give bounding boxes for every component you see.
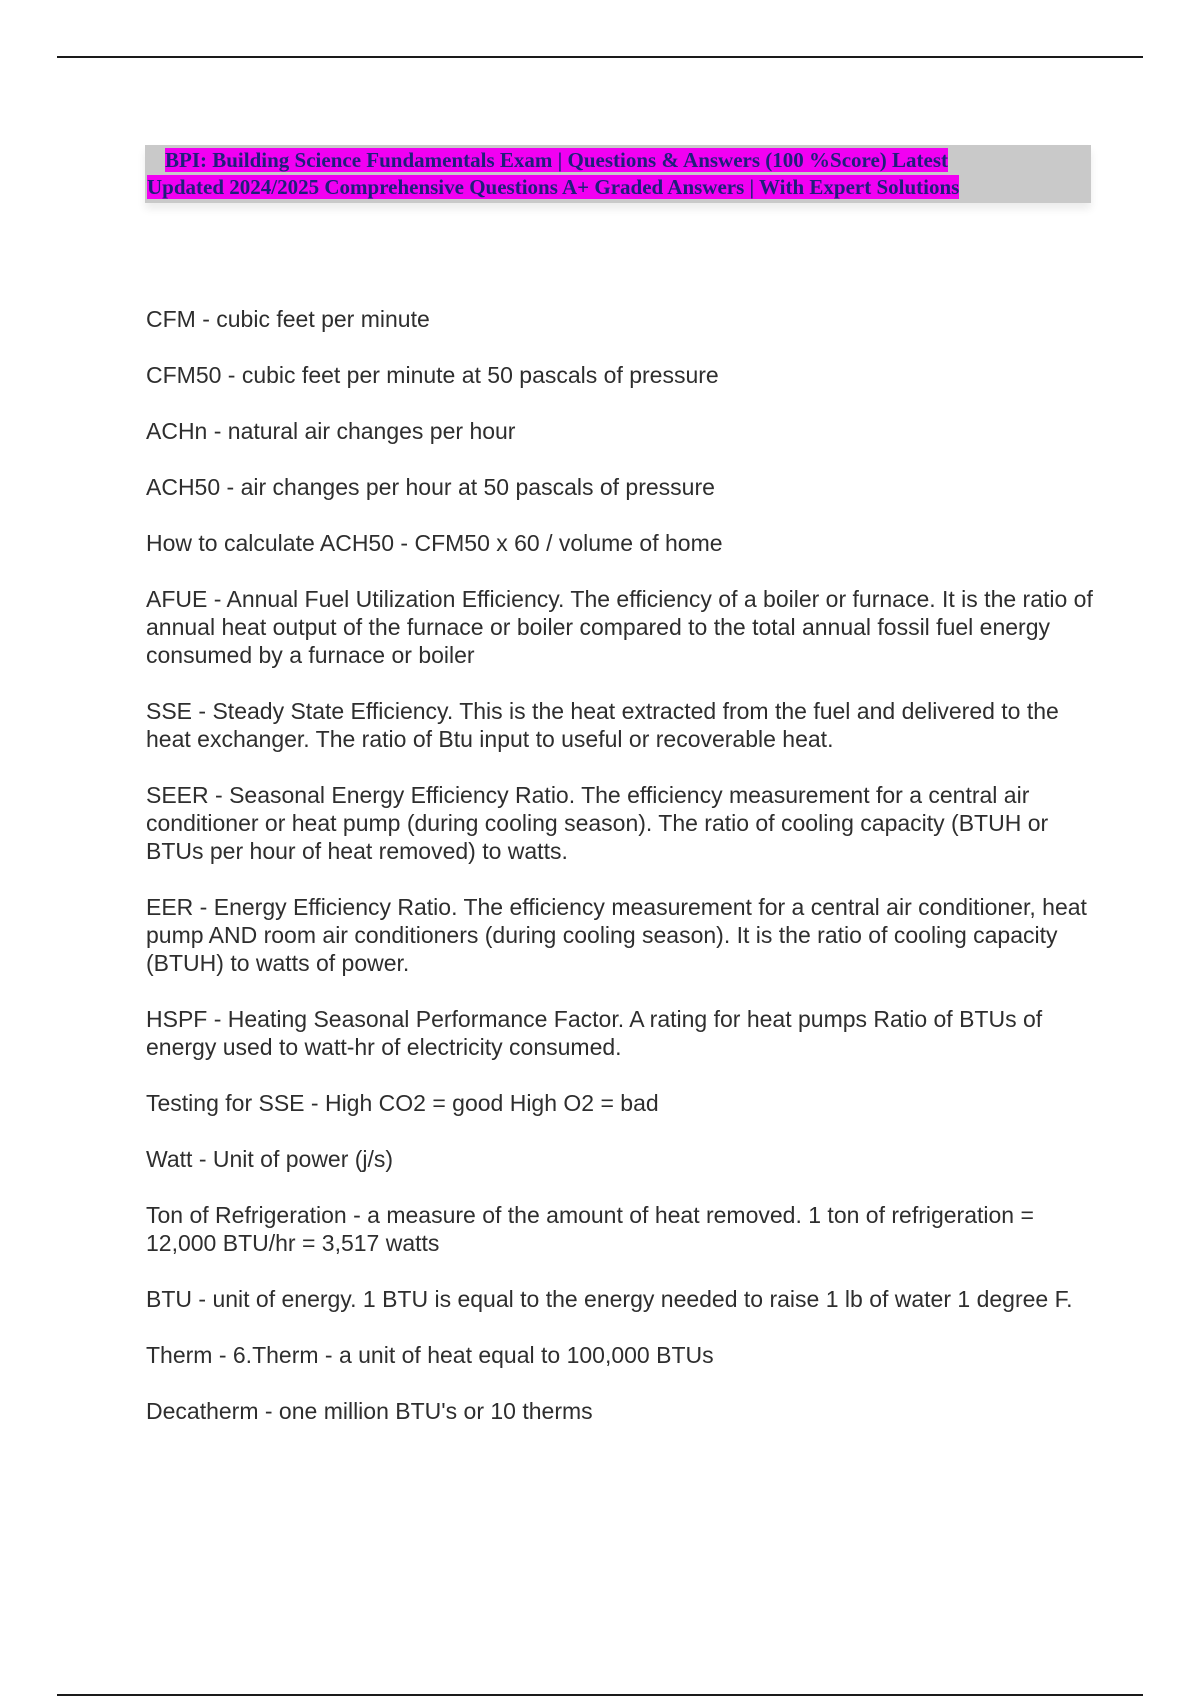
term-entry-achn: ACHn - natural air changes per hour bbox=[146, 418, 516, 444]
term-entry-hspf: HSPF - Heating Seasonal Performance Factor. A rating for heat pumps Ratio of BTUs of energy used to watt-hr of electricity consumed. bbox=[146, 1006, 1043, 1060]
term-entry-therm: Therm - 6.Therm - a unit of heat equal to 100,000 BTUs bbox=[146, 1342, 714, 1368]
term-entry-cfm: CFM - cubic feet per minute bbox=[146, 306, 430, 332]
term-entry-ach50-calc: How to calculate ACH50 - CFM50 x 60 / volume of home bbox=[146, 530, 723, 556]
term-entry-eer: EER - Energy Efficiency Ratio. The efficiency measurement for a central air conditioner, heat pump AND room air conditioners (during cooling season). It is the ratio of cooling capacity (BTUH) to watts of power. bbox=[146, 894, 1087, 976]
term-entry-ach50: ACH50 - air changes per hour at 50 pascals of pressure bbox=[146, 474, 715, 500]
term-entry-sse: SSE - Steady State Efficiency. This is the heat extracted from the fuel and delivered to the heat exchanger. The ratio of Btu input to useful or recoverable heat. bbox=[146, 698, 1059, 752]
term-entry-seer: SEER - Seasonal Energy Efficiency Ratio. The efficiency measurement for a central air conditioner or heat pump (during cooling season). The ratio of cooling capacity (BTUH or BTUs per hour of heat removed) to watts. bbox=[146, 782, 1049, 864]
term-entry-decatherm: Decatherm - one million BTU's or 10 therms bbox=[146, 1398, 593, 1424]
term-entry-cfm50: CFM50 - cubic feet per minute at 50 pascals of pressure bbox=[146, 362, 719, 388]
document-title bbox=[145, 145, 1091, 203]
term-entry-afue: AFUE - Annual Fuel Utilization Efficiency. The efficiency of a boiler or furnace. It is the ratio of annual heat output of the furnace or boiler compared to the total annual fossil fuel energy consumed by a furnace or boiler bbox=[146, 586, 1093, 668]
term-entry-watt: Watt - Unit of power (j/s) bbox=[146, 1146, 394, 1172]
title-line-2: Updated 2024/2025 Comprehensive Questions A+ Graded Answers | With Expert Solutions bbox=[147, 175, 960, 199]
term-entry-btu: BTU - unit of energy. 1 BTU is equal to the energy needed to raise 1 lb of water 1 degree F. bbox=[146, 1286, 1073, 1312]
footer-rule bbox=[57, 1694, 1143, 1696]
title-line-1: BPI: Building Science Fundamentals Exam | Questions & Answers (100 %Score) Latest bbox=[165, 148, 949, 172]
header-rule bbox=[57, 56, 1143, 58]
term-entry-ton-refrigeration: Ton of Refrigeration - a measure of the amount of heat removed. 1 ton of refrigeration = 12,000 BTU/hr = 3,517 watts bbox=[146, 1202, 1034, 1256]
term-entry-sse-testing: Testing for SSE - High CO2 = good High O2 = bad bbox=[146, 1090, 659, 1116]
term-list bbox=[146, 305, 1096, 1453]
